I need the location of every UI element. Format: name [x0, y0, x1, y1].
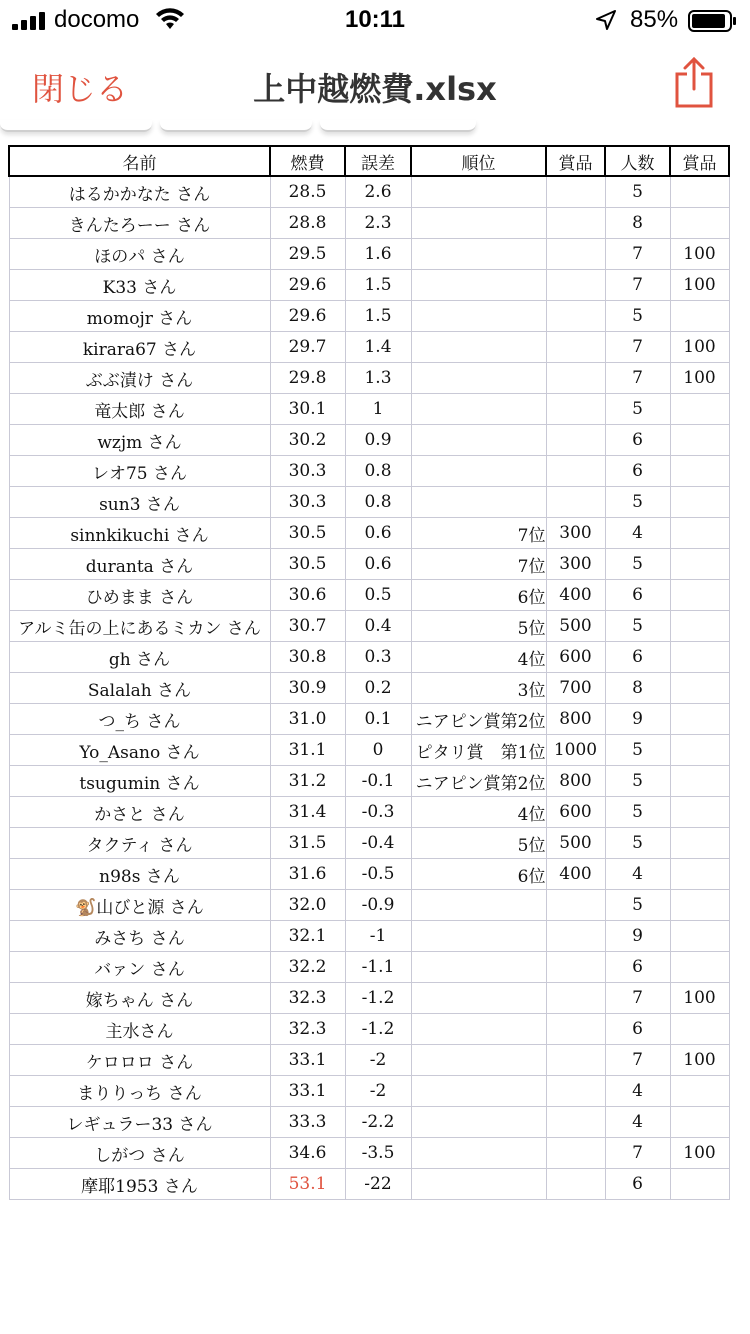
- name-cell[interactable]: ひめまま さん: [9, 580, 270, 611]
- prize-cell[interactable]: 800: [546, 704, 605, 735]
- prize-cell[interactable]: 500: [546, 611, 605, 642]
- error-cell[interactable]: 0.6: [345, 518, 411, 549]
- name-cell[interactable]: kirara67 さん: [9, 332, 270, 363]
- count-cell[interactable]: 6: [605, 1169, 670, 1200]
- carrier-label: docomo: [54, 6, 140, 33]
- count-cell[interactable]: 5: [605, 611, 670, 642]
- rank-cell[interactable]: [411, 921, 546, 952]
- error-cell[interactable]: -22: [345, 1169, 411, 1200]
- mileage-cell[interactable]: 31.1: [270, 735, 345, 766]
- share-icon[interactable]: [672, 56, 716, 110]
- name-cell[interactable]: はるかかなた さん: [9, 176, 270, 208]
- prize2-cell[interactable]: [670, 456, 729, 487]
- mileage-cell[interactable]: 29.5: [270, 239, 345, 270]
- prize2-cell[interactable]: 100: [670, 332, 729, 363]
- battery-icon: [688, 10, 738, 32]
- column-header: 賞品: [670, 146, 729, 176]
- column-header: 順位: [411, 146, 546, 176]
- table-row: [9, 797, 729, 828]
- name-cell[interactable]: かさと さん: [9, 797, 270, 828]
- mileage-cell[interactable]: 30.3: [270, 456, 345, 487]
- rank-cell[interactable]: [411, 301, 546, 332]
- prize-cell[interactable]: [546, 363, 605, 394]
- count-cell[interactable]: 9: [605, 921, 670, 952]
- count-cell[interactable]: 7: [605, 332, 670, 363]
- error-cell[interactable]: 1.6: [345, 239, 411, 270]
- count-cell[interactable]: 8: [605, 673, 670, 704]
- rank-cell[interactable]: [411, 208, 546, 239]
- mileage-cell[interactable]: 28.8: [270, 208, 345, 239]
- prize-cell[interactable]: 400: [546, 580, 605, 611]
- prize-cell[interactable]: [546, 1045, 605, 1076]
- close-button[interactable]: 閉じる: [32, 70, 129, 108]
- prize2-cell[interactable]: [670, 611, 729, 642]
- name-cell[interactable]: つ_ち さん: [9, 704, 270, 735]
- count-cell[interactable]: 5: [605, 176, 670, 208]
- name-cell[interactable]: 主水さん: [9, 1014, 270, 1045]
- count-cell[interactable]: 4: [605, 1107, 670, 1138]
- rank-cell[interactable]: [411, 394, 546, 425]
- name-cell[interactable]: レギュラー33 さん: [9, 1107, 270, 1138]
- rank-cell[interactable]: [411, 1076, 546, 1107]
- rank-cell[interactable]: [411, 487, 546, 518]
- rank-cell[interactable]: 4位: [411, 797, 546, 828]
- mileage-cell[interactable]: 30.8: [270, 642, 345, 673]
- table-row: [9, 332, 729, 363]
- rank-cell[interactable]: 6位: [411, 580, 546, 611]
- prize-cell[interactable]: [546, 332, 605, 363]
- mileage-cell[interactable]: 31.5: [270, 828, 345, 859]
- mileage-cell[interactable]: 30.3: [270, 487, 345, 518]
- rank-cell[interactable]: [411, 363, 546, 394]
- table-row: [9, 456, 729, 487]
- count-cell[interactable]: 4: [605, 859, 670, 890]
- table-row: [9, 487, 729, 518]
- mileage-cell[interactable]: 30.1: [270, 394, 345, 425]
- name-cell[interactable]: きんたろーー さん: [9, 208, 270, 239]
- count-cell[interactable]: 5: [605, 301, 670, 332]
- count-cell[interactable]: 7: [605, 1045, 670, 1076]
- name-cell[interactable]: ケロロロ さん: [9, 1045, 270, 1076]
- prize-cell[interactable]: [546, 456, 605, 487]
- error-cell[interactable]: -1.2: [345, 1014, 411, 1045]
- mileage-cell[interactable]: 31.6: [270, 859, 345, 890]
- location-arrow-icon: [596, 10, 616, 30]
- rank-cell[interactable]: [411, 270, 546, 301]
- name-cell[interactable]: tsugumin さん: [9, 766, 270, 797]
- error-cell[interactable]: 0.8: [345, 487, 411, 518]
- name-cell[interactable]: みさち さん: [9, 921, 270, 952]
- error-cell[interactable]: 0.9: [345, 425, 411, 456]
- prize-cell[interactable]: [546, 1138, 605, 1169]
- error-cell[interactable]: -1: [345, 921, 411, 952]
- count-cell[interactable]: 7: [605, 983, 670, 1014]
- prize2-cell[interactable]: [670, 580, 729, 611]
- error-cell[interactable]: 0.2: [345, 673, 411, 704]
- prize2-cell[interactable]: [670, 301, 729, 332]
- rank-cell[interactable]: [411, 1169, 546, 1200]
- rank-cell[interactable]: 7位: [411, 549, 546, 580]
- error-cell[interactable]: -2: [345, 1045, 411, 1076]
- rank-cell[interactable]: [411, 176, 546, 208]
- rank-cell[interactable]: [411, 1107, 546, 1138]
- mileage-cell[interactable]: 31.4: [270, 797, 345, 828]
- count-cell[interactable]: 4: [605, 518, 670, 549]
- rank-cell[interactable]: [411, 952, 546, 983]
- rank-cell[interactable]: [411, 890, 546, 921]
- table-row: [9, 1045, 729, 1076]
- prize-cell[interactable]: 400: [546, 859, 605, 890]
- table-row: [9, 766, 729, 797]
- name-cell[interactable]: 🐒山びと源 さん: [9, 890, 270, 921]
- error-cell[interactable]: 0.4: [345, 611, 411, 642]
- prize2-cell[interactable]: [670, 890, 729, 921]
- name-cell[interactable]: ほのパ さん: [9, 239, 270, 270]
- table-row: [9, 394, 729, 425]
- table-row: [9, 239, 729, 270]
- prize-cell[interactable]: [546, 1076, 605, 1107]
- name-cell[interactable]: Yo_Asano さん: [9, 735, 270, 766]
- count-cell[interactable]: 6: [605, 642, 670, 673]
- mileage-cell[interactable]: 53.1: [270, 1169, 345, 1200]
- mileage-cell[interactable]: 31.2: [270, 766, 345, 797]
- table-row: [9, 363, 729, 394]
- prize2-cell[interactable]: [670, 394, 729, 425]
- mileage-cell[interactable]: 30.7: [270, 611, 345, 642]
- mileage-cell[interactable]: 29.7: [270, 332, 345, 363]
- battery-percent: 85%: [630, 6, 679, 33]
- mileage-cell[interactable]: 29.6: [270, 270, 345, 301]
- rank-cell[interactable]: 5位: [411, 611, 546, 642]
- spreadsheet-table: [8, 145, 730, 1200]
- prize-cell[interactable]: [546, 425, 605, 456]
- name-cell[interactable]: wzjm さん: [9, 425, 270, 456]
- table-row: [9, 983, 729, 1014]
- prize-cell[interactable]: 1000: [546, 735, 605, 766]
- prize2-cell[interactable]: [670, 921, 729, 952]
- clock: 10:11: [344, 6, 406, 33]
- prize-cell[interactable]: 800: [546, 766, 605, 797]
- rank-cell[interactable]: [411, 456, 546, 487]
- prize-cell[interactable]: 600: [546, 642, 605, 673]
- rank-cell[interactable]: [411, 332, 546, 363]
- count-cell[interactable]: 6: [605, 1014, 670, 1045]
- prize2-cell[interactable]: [670, 797, 729, 828]
- sheet-tab[interactable]: [320, 120, 476, 132]
- table-row: [9, 859, 729, 890]
- rank-cell[interactable]: [411, 1014, 546, 1045]
- prize2-cell[interactable]: [670, 208, 729, 239]
- prize-cell[interactable]: [546, 394, 605, 425]
- column-header: 誤差: [345, 146, 411, 176]
- count-cell[interactable]: 6: [605, 952, 670, 983]
- table-row: [9, 1107, 729, 1138]
- table-row: [9, 549, 729, 580]
- count-cell[interactable]: 5: [605, 735, 670, 766]
- count-cell[interactable]: 6: [605, 580, 670, 611]
- name-cell[interactable]: Salalah さん: [9, 673, 270, 704]
- prize2-cell[interactable]: [670, 735, 729, 766]
- table-row: [9, 301, 729, 332]
- name-cell[interactable]: sun3 さん: [9, 487, 270, 518]
- mileage-cell[interactable]: 32.1: [270, 921, 345, 952]
- count-cell[interactable]: 5: [605, 890, 670, 921]
- prize2-cell[interactable]: [670, 642, 729, 673]
- prize-cell[interactable]: [546, 1014, 605, 1045]
- prize-cell[interactable]: [546, 921, 605, 952]
- column-header: 賞品: [546, 146, 605, 176]
- name-cell[interactable]: しがつ さん: [9, 1138, 270, 1169]
- prize2-cell[interactable]: [670, 518, 729, 549]
- prize2-cell[interactable]: [670, 766, 729, 797]
- name-cell[interactable]: ぶぶ漬け さん: [9, 363, 270, 394]
- table-row: [9, 270, 729, 301]
- table-row: [9, 952, 729, 983]
- prize-cell[interactable]: 500: [546, 828, 605, 859]
- table-row: [9, 1138, 729, 1169]
- error-cell[interactable]: -0.1: [345, 766, 411, 797]
- mileage-cell[interactable]: 30.5: [270, 518, 345, 549]
- count-cell[interactable]: 5: [605, 487, 670, 518]
- mileage-cell[interactable]: 31.0: [270, 704, 345, 735]
- name-cell[interactable]: n98s さん: [9, 859, 270, 890]
- rank-cell[interactable]: ニアピン賞第2位: [411, 704, 546, 735]
- rank-cell[interactable]: [411, 1138, 546, 1169]
- mileage-cell[interactable]: 34.6: [270, 1138, 345, 1169]
- prize-cell[interactable]: [546, 239, 605, 270]
- table-row: [9, 921, 729, 952]
- prize2-cell[interactable]: [670, 828, 729, 859]
- prize-cell[interactable]: [546, 1107, 605, 1138]
- error-cell[interactable]: -1.2: [345, 983, 411, 1014]
- name-cell[interactable]: sinnkikuchi さん: [9, 518, 270, 549]
- table-row: [9, 611, 729, 642]
- prize-cell[interactable]: [546, 208, 605, 239]
- prize2-cell[interactable]: [670, 549, 729, 580]
- rank-cell[interactable]: 6位: [411, 859, 546, 890]
- count-cell[interactable]: 5: [605, 766, 670, 797]
- error-cell[interactable]: 1.5: [345, 301, 411, 332]
- prize-cell[interactable]: [546, 487, 605, 518]
- table-row: [9, 518, 729, 549]
- mileage-cell[interactable]: 28.5: [270, 176, 345, 208]
- count-cell[interactable]: 5: [605, 549, 670, 580]
- mileage-cell[interactable]: 30.9: [270, 673, 345, 704]
- name-cell[interactable]: duranta さん: [9, 549, 270, 580]
- error-cell[interactable]: -1.1: [345, 952, 411, 983]
- count-cell[interactable]: 4: [605, 1076, 670, 1107]
- name-cell[interactable]: タクティ さん: [9, 828, 270, 859]
- count-cell[interactable]: 7: [605, 363, 670, 394]
- prize2-cell[interactable]: [670, 487, 729, 518]
- prize-cell[interactable]: 600: [546, 797, 605, 828]
- prize-cell[interactable]: [546, 952, 605, 983]
- prize2-cell[interactable]: 100: [670, 1045, 729, 1076]
- rank-cell[interactable]: 4位: [411, 642, 546, 673]
- header-row: [9, 146, 729, 176]
- table-row: [9, 208, 729, 239]
- rank-cell[interactable]: [411, 425, 546, 456]
- sheet-tab[interactable]: [160, 120, 312, 132]
- column-header: 人数: [605, 146, 670, 176]
- prize-cell[interactable]: 300: [546, 518, 605, 549]
- error-cell[interactable]: 1: [345, 394, 411, 425]
- prize2-cell[interactable]: 100: [670, 983, 729, 1014]
- error-cell[interactable]: -0.5: [345, 859, 411, 890]
- table-row: [9, 642, 729, 673]
- table-row: [9, 1076, 729, 1107]
- prize2-cell[interactable]: 100: [670, 239, 729, 270]
- count-cell[interactable]: 5: [605, 394, 670, 425]
- prize-cell[interactable]: [546, 890, 605, 921]
- nav-bar: [0, 42, 750, 128]
- rank-cell[interactable]: ピタリ賞 第1位: [411, 735, 546, 766]
- error-cell[interactable]: -2.2: [345, 1107, 411, 1138]
- sheet-tab[interactable]: [0, 120, 152, 132]
- count-cell[interactable]: 9: [605, 704, 670, 735]
- table-row: [9, 673, 729, 704]
- table-row: [9, 1169, 729, 1200]
- table-row: [9, 890, 729, 921]
- prize2-cell[interactable]: [670, 859, 729, 890]
- prize2-cell[interactable]: 100: [670, 1138, 729, 1169]
- rank-cell[interactable]: 5位: [411, 828, 546, 859]
- name-cell[interactable]: gh さん: [9, 642, 270, 673]
- error-cell[interactable]: -2: [345, 1076, 411, 1107]
- prize2-cell[interactable]: 100: [670, 363, 729, 394]
- name-cell[interactable]: バァン さん: [9, 952, 270, 983]
- name-cell[interactable]: レオ75 さん: [9, 456, 270, 487]
- count-cell[interactable]: 6: [605, 456, 670, 487]
- error-cell[interactable]: -3.5: [345, 1138, 411, 1169]
- mileage-cell[interactable]: 32.3: [270, 1014, 345, 1045]
- error-cell[interactable]: -0.3: [345, 797, 411, 828]
- count-cell[interactable]: 5: [605, 828, 670, 859]
- error-cell[interactable]: 1.5: [345, 270, 411, 301]
- name-cell[interactable]: momojr さん: [9, 301, 270, 332]
- prize2-cell[interactable]: [670, 176, 729, 208]
- error-cell[interactable]: -0.9: [345, 890, 411, 921]
- error-cell[interactable]: 0.6: [345, 549, 411, 580]
- prize2-cell[interactable]: [670, 425, 729, 456]
- column-header: 名前: [9, 146, 270, 176]
- name-cell[interactable]: 竜太郎 さん: [9, 394, 270, 425]
- mileage-cell[interactable]: 30.6: [270, 580, 345, 611]
- table-row: [9, 176, 729, 208]
- prize2-cell[interactable]: [670, 704, 729, 735]
- error-cell[interactable]: -0.4: [345, 828, 411, 859]
- prize-cell[interactable]: [546, 301, 605, 332]
- count-cell[interactable]: 7: [605, 270, 670, 301]
- mileage-cell[interactable]: 29.6: [270, 301, 345, 332]
- rank-cell[interactable]: [411, 1045, 546, 1076]
- status-bar: [0, 0, 750, 42]
- error-cell[interactable]: 1.4: [345, 332, 411, 363]
- prize2-cell[interactable]: [670, 1107, 729, 1138]
- error-cell[interactable]: 0.3: [345, 642, 411, 673]
- mileage-cell[interactable]: 32.0: [270, 890, 345, 921]
- prize-cell[interactable]: [546, 176, 605, 208]
- mileage-cell[interactable]: 33.3: [270, 1107, 345, 1138]
- table-row: [9, 735, 729, 766]
- error-cell[interactable]: 2.6: [345, 176, 411, 208]
- mileage-cell[interactable]: 33.1: [270, 1045, 345, 1076]
- prize2-cell[interactable]: [670, 1014, 729, 1045]
- prize-cell[interactable]: [546, 983, 605, 1014]
- prize2-cell[interactable]: [670, 952, 729, 983]
- prize2-cell[interactable]: 100: [670, 270, 729, 301]
- name-cell[interactable]: 嫁ちゃん さん: [9, 983, 270, 1014]
- error-cell[interactable]: 0.1: [345, 704, 411, 735]
- prize-cell[interactable]: [546, 270, 605, 301]
- rank-cell[interactable]: [411, 983, 546, 1014]
- prize-cell[interactable]: 300: [546, 549, 605, 580]
- count-cell[interactable]: 6: [605, 425, 670, 456]
- error-cell[interactable]: 0.8: [345, 456, 411, 487]
- mileage-cell[interactable]: 30.5: [270, 549, 345, 580]
- rank-cell[interactable]: ニアピン賞第2位: [411, 766, 546, 797]
- count-cell[interactable]: 5: [605, 797, 670, 828]
- name-cell[interactable]: まりりっち さん: [9, 1076, 270, 1107]
- error-cell[interactable]: 1.3: [345, 363, 411, 394]
- error-cell[interactable]: 0.5: [345, 580, 411, 611]
- column-header: 燃費: [270, 146, 345, 176]
- name-cell[interactable]: 摩耶1953 さん: [9, 1169, 270, 1200]
- prize-cell[interactable]: 700: [546, 673, 605, 704]
- prize2-cell[interactable]: [670, 673, 729, 704]
- table-row: [9, 1014, 729, 1045]
- count-cell[interactable]: 8: [605, 208, 670, 239]
- mileage-cell[interactable]: 33.1: [270, 1076, 345, 1107]
- rank-cell[interactable]: 7位: [411, 518, 546, 549]
- document-title: 上中越燃費.xlsx: [253, 70, 497, 108]
- mileage-cell[interactable]: 29.8: [270, 363, 345, 394]
- error-cell[interactable]: 0: [345, 735, 411, 766]
- mileage-cell[interactable]: 32.3: [270, 983, 345, 1014]
- count-cell[interactable]: 7: [605, 239, 670, 270]
- name-cell[interactable]: K33 さん: [9, 270, 270, 301]
- error-cell[interactable]: 2.3: [345, 208, 411, 239]
- mileage-cell[interactable]: 30.2: [270, 425, 345, 456]
- table-row: [9, 580, 729, 611]
- rank-cell[interactable]: [411, 239, 546, 270]
- prize2-cell[interactable]: [670, 1076, 729, 1107]
- prize-cell[interactable]: [546, 1169, 605, 1200]
- name-cell[interactable]: アルミ缶の上にあるミカン さん: [9, 611, 270, 642]
- rank-cell[interactable]: 3位: [411, 673, 546, 704]
- count-cell[interactable]: 7: [605, 1138, 670, 1169]
- table-row: [9, 425, 729, 456]
- mileage-cell[interactable]: 32.2: [270, 952, 345, 983]
- prize2-cell[interactable]: [670, 1169, 729, 1200]
- table-row: [9, 828, 729, 859]
- table-row: [9, 704, 729, 735]
